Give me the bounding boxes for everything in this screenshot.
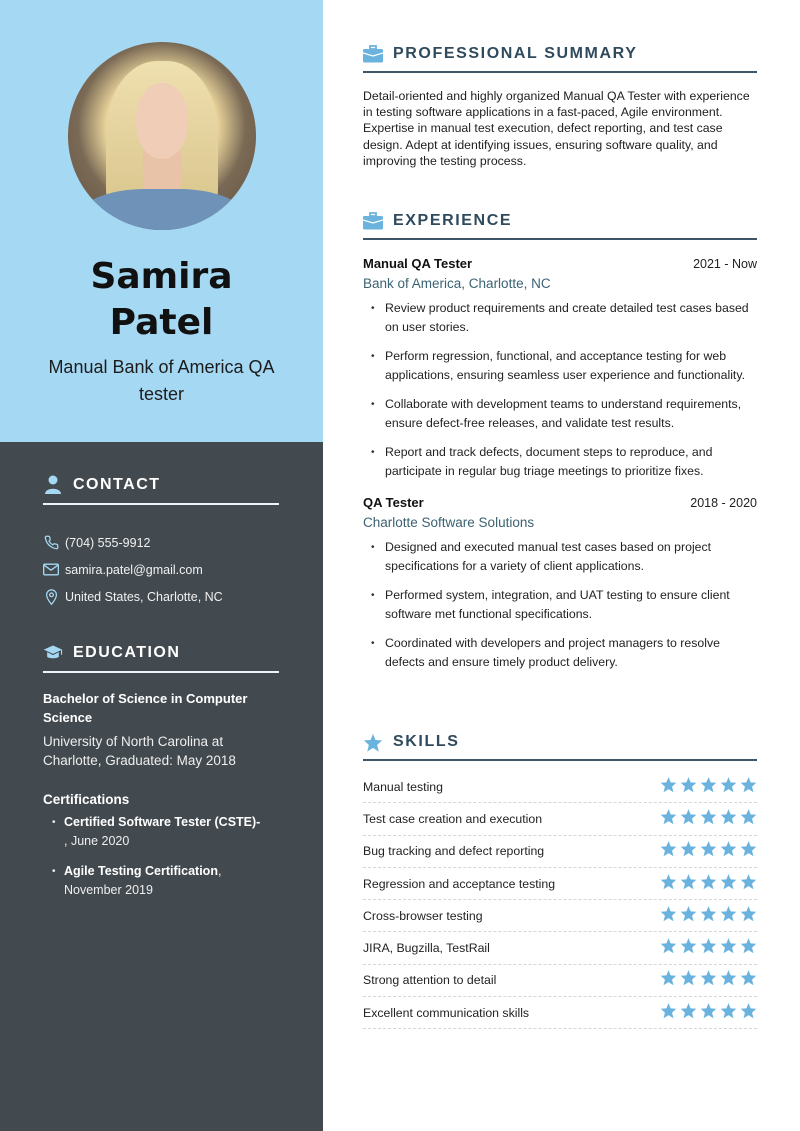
job-company: Bank of America, Charlotte, NC bbox=[363, 276, 551, 291]
summary-title: PROFESSIONAL SUMMARY bbox=[393, 45, 638, 62]
star-icon bbox=[740, 1002, 757, 1024]
skill-row bbox=[363, 803, 757, 835]
contact-phone[interactable] bbox=[43, 529, 279, 556]
star-icon bbox=[700, 808, 717, 830]
skill-row bbox=[363, 965, 757, 997]
experience-header bbox=[363, 209, 757, 233]
briefcase-icon bbox=[363, 44, 383, 64]
star-icon bbox=[700, 873, 717, 895]
skill-name: JIRA, Bugzilla, TestRail bbox=[363, 941, 490, 956]
skills-list bbox=[363, 771, 757, 1029]
star-icon bbox=[680, 808, 697, 830]
mail-icon bbox=[43, 562, 59, 578]
certification-name: Agile Testing Certification bbox=[64, 864, 218, 878]
degree: Bachelor of Science in Computer Science bbox=[43, 691, 248, 725]
skill-rating bbox=[660, 840, 757, 862]
skill-row bbox=[363, 997, 757, 1029]
star-icon bbox=[700, 776, 717, 798]
star-icon bbox=[660, 808, 677, 830]
phone-icon bbox=[43, 535, 59, 551]
job-company: Charlotte Software Solutions bbox=[363, 515, 535, 530]
job-bullet: • Coordinated with developers and project managers to resolve defects and ensure timely product delivery. bbox=[363, 634, 757, 672]
skills-divider bbox=[363, 759, 757, 761]
skill-name: Cross-browser testing bbox=[363, 908, 483, 923]
first-name: Samira bbox=[90, 256, 233, 297]
skill-name: Bug tracking and defect reporting bbox=[363, 844, 545, 859]
star-icon bbox=[700, 840, 717, 862]
star-icon bbox=[720, 905, 737, 927]
star-icon bbox=[660, 905, 677, 927]
skill-rating bbox=[660, 776, 757, 798]
job-bullet: • Collaborate with development teams to understand requirements, ensure defect-free releases, and validate test results. bbox=[363, 395, 757, 433]
summary-divider bbox=[363, 71, 757, 73]
job-dates: 2021 - Now bbox=[693, 257, 757, 271]
skill-rating bbox=[660, 808, 757, 830]
education-divider bbox=[43, 671, 279, 673]
star-icon bbox=[720, 808, 737, 830]
experience-divider bbox=[363, 238, 757, 240]
phone-value: (704) 555-9912 bbox=[65, 535, 151, 550]
skill-name: Manual testing bbox=[363, 779, 443, 794]
briefcase-icon bbox=[363, 211, 383, 231]
job-entry bbox=[363, 256, 757, 481]
star-icon bbox=[660, 1002, 677, 1024]
job-dates: 2018 - 2020 bbox=[690, 496, 757, 510]
job-entry bbox=[363, 495, 757, 672]
star-icon bbox=[740, 840, 757, 862]
contact-list bbox=[43, 529, 279, 610]
skill-row bbox=[363, 836, 757, 868]
star-icon bbox=[680, 873, 697, 895]
skill-row bbox=[363, 932, 757, 964]
skill-row bbox=[363, 900, 757, 932]
skill-name: Strong attention to detail bbox=[363, 973, 497, 988]
experience-section bbox=[363, 209, 757, 682]
contact-header bbox=[43, 473, 279, 497]
education-section bbox=[43, 641, 279, 911]
star-icon bbox=[740, 808, 757, 830]
skill-name: Regression and acceptance testing bbox=[363, 876, 556, 891]
sidebar bbox=[0, 0, 323, 1131]
location-value: United States, Charlotte, NC bbox=[65, 589, 223, 604]
star-icon bbox=[363, 732, 383, 752]
job-bullet: • Performed system, integration, and UAT testing to ensure client software met functional specifications. bbox=[363, 586, 757, 624]
summary-header bbox=[363, 42, 757, 66]
contact-divider bbox=[43, 503, 279, 505]
skill-name: Excellent communication skills bbox=[363, 1005, 530, 1020]
job-bullet: • Designed and executed manual test cases based on project specifications for a variety of client applications. bbox=[363, 538, 757, 576]
skill-rating bbox=[660, 937, 757, 959]
avatar bbox=[68, 42, 256, 230]
skills-header bbox=[363, 730, 757, 754]
certification-detail: , June 2020 bbox=[64, 834, 130, 848]
school: University of North Carolina at Charlotte, Graduated: May 2018 bbox=[43, 734, 236, 768]
avatar-face bbox=[136, 83, 189, 158]
star-icon bbox=[740, 969, 757, 991]
location-pin-icon bbox=[43, 589, 59, 605]
contact-email[interactable] bbox=[43, 556, 279, 583]
job-bullet: • Report and track defects, document steps to reproduce, and participate in regular bug triage meetings to prioritize fixes. bbox=[363, 443, 757, 481]
star-icon bbox=[660, 969, 677, 991]
star-icon bbox=[720, 969, 737, 991]
avatar-shirt bbox=[77, 189, 246, 230]
star-icon bbox=[740, 873, 757, 895]
job-bullet: • Review product requirements and create detailed test cases based on user stories. bbox=[363, 299, 757, 337]
education-title: EDUCATION bbox=[73, 644, 181, 661]
job-role: Manual Bank of America QA tester bbox=[48, 357, 275, 404]
contact-section bbox=[43, 473, 279, 610]
certifications-title: Certifications bbox=[43, 792, 130, 807]
graduation-cap-icon bbox=[43, 643, 63, 663]
star-icon bbox=[660, 937, 677, 959]
certification-item bbox=[43, 813, 279, 851]
star-icon bbox=[700, 905, 717, 927]
star-icon bbox=[700, 969, 717, 991]
star-icon bbox=[680, 776, 697, 798]
star-icon bbox=[720, 1002, 737, 1024]
skill-rating bbox=[660, 1002, 757, 1024]
star-icon bbox=[740, 905, 757, 927]
star-icon bbox=[720, 937, 737, 959]
summary-text: Detail-oriented and highly organized Manual QA Tester with experience in testing software applications in a fast-paced, Agile environment. Expertise in manual test execution, defect reporting, and test case design. Adept at identifying issues, ensuring software quality, and improving the testing process. bbox=[363, 89, 750, 168]
skill-row bbox=[363, 868, 757, 900]
education-header bbox=[43, 641, 279, 665]
star-icon bbox=[680, 905, 697, 927]
star-icon bbox=[680, 969, 697, 991]
job-bullets bbox=[363, 299, 757, 481]
star-icon bbox=[680, 1002, 697, 1024]
star-icon bbox=[700, 1002, 717, 1024]
job-title: Manual QA Tester bbox=[363, 256, 473, 271]
summary-section bbox=[363, 42, 757, 169]
skill-row bbox=[363, 771, 757, 803]
star-icon bbox=[720, 776, 737, 798]
skills-section bbox=[363, 730, 757, 1029]
star-icon bbox=[720, 873, 737, 895]
skill-rating bbox=[660, 905, 757, 927]
job-bullets bbox=[363, 538, 757, 672]
star-icon bbox=[740, 776, 757, 798]
skill-rating bbox=[660, 969, 757, 991]
email-value: samira.patel@gmail.com bbox=[65, 562, 203, 577]
star-icon bbox=[680, 840, 697, 862]
star-icon bbox=[660, 776, 677, 798]
certification-item bbox=[43, 862, 279, 900]
certifications-list bbox=[43, 813, 279, 900]
contact-title: CONTACT bbox=[73, 476, 161, 493]
star-icon bbox=[720, 840, 737, 862]
certification-name: Certified Software Tester (CSTE)- bbox=[64, 815, 261, 829]
contact-location bbox=[43, 583, 279, 610]
skill-name: Test case creation and execution bbox=[363, 811, 543, 826]
sidebar-header bbox=[0, 0, 323, 442]
certification-detail: , November 2019 bbox=[64, 864, 222, 897]
experience-title: EXPERIENCE bbox=[393, 212, 513, 229]
star-icon bbox=[740, 937, 757, 959]
skills-title: SKILLS bbox=[393, 733, 460, 750]
star-icon bbox=[680, 937, 697, 959]
star-icon bbox=[660, 873, 677, 895]
job-bullet: • Perform regression, functional, and acceptance testing for web applications, ensuring seamless user experience and functionality. bbox=[363, 347, 757, 385]
star-icon bbox=[660, 840, 677, 862]
person-icon bbox=[43, 475, 63, 495]
job-title: QA Tester bbox=[363, 495, 424, 510]
last-name: Patel bbox=[109, 302, 214, 343]
star-icon bbox=[700, 937, 717, 959]
skill-rating bbox=[660, 873, 757, 895]
